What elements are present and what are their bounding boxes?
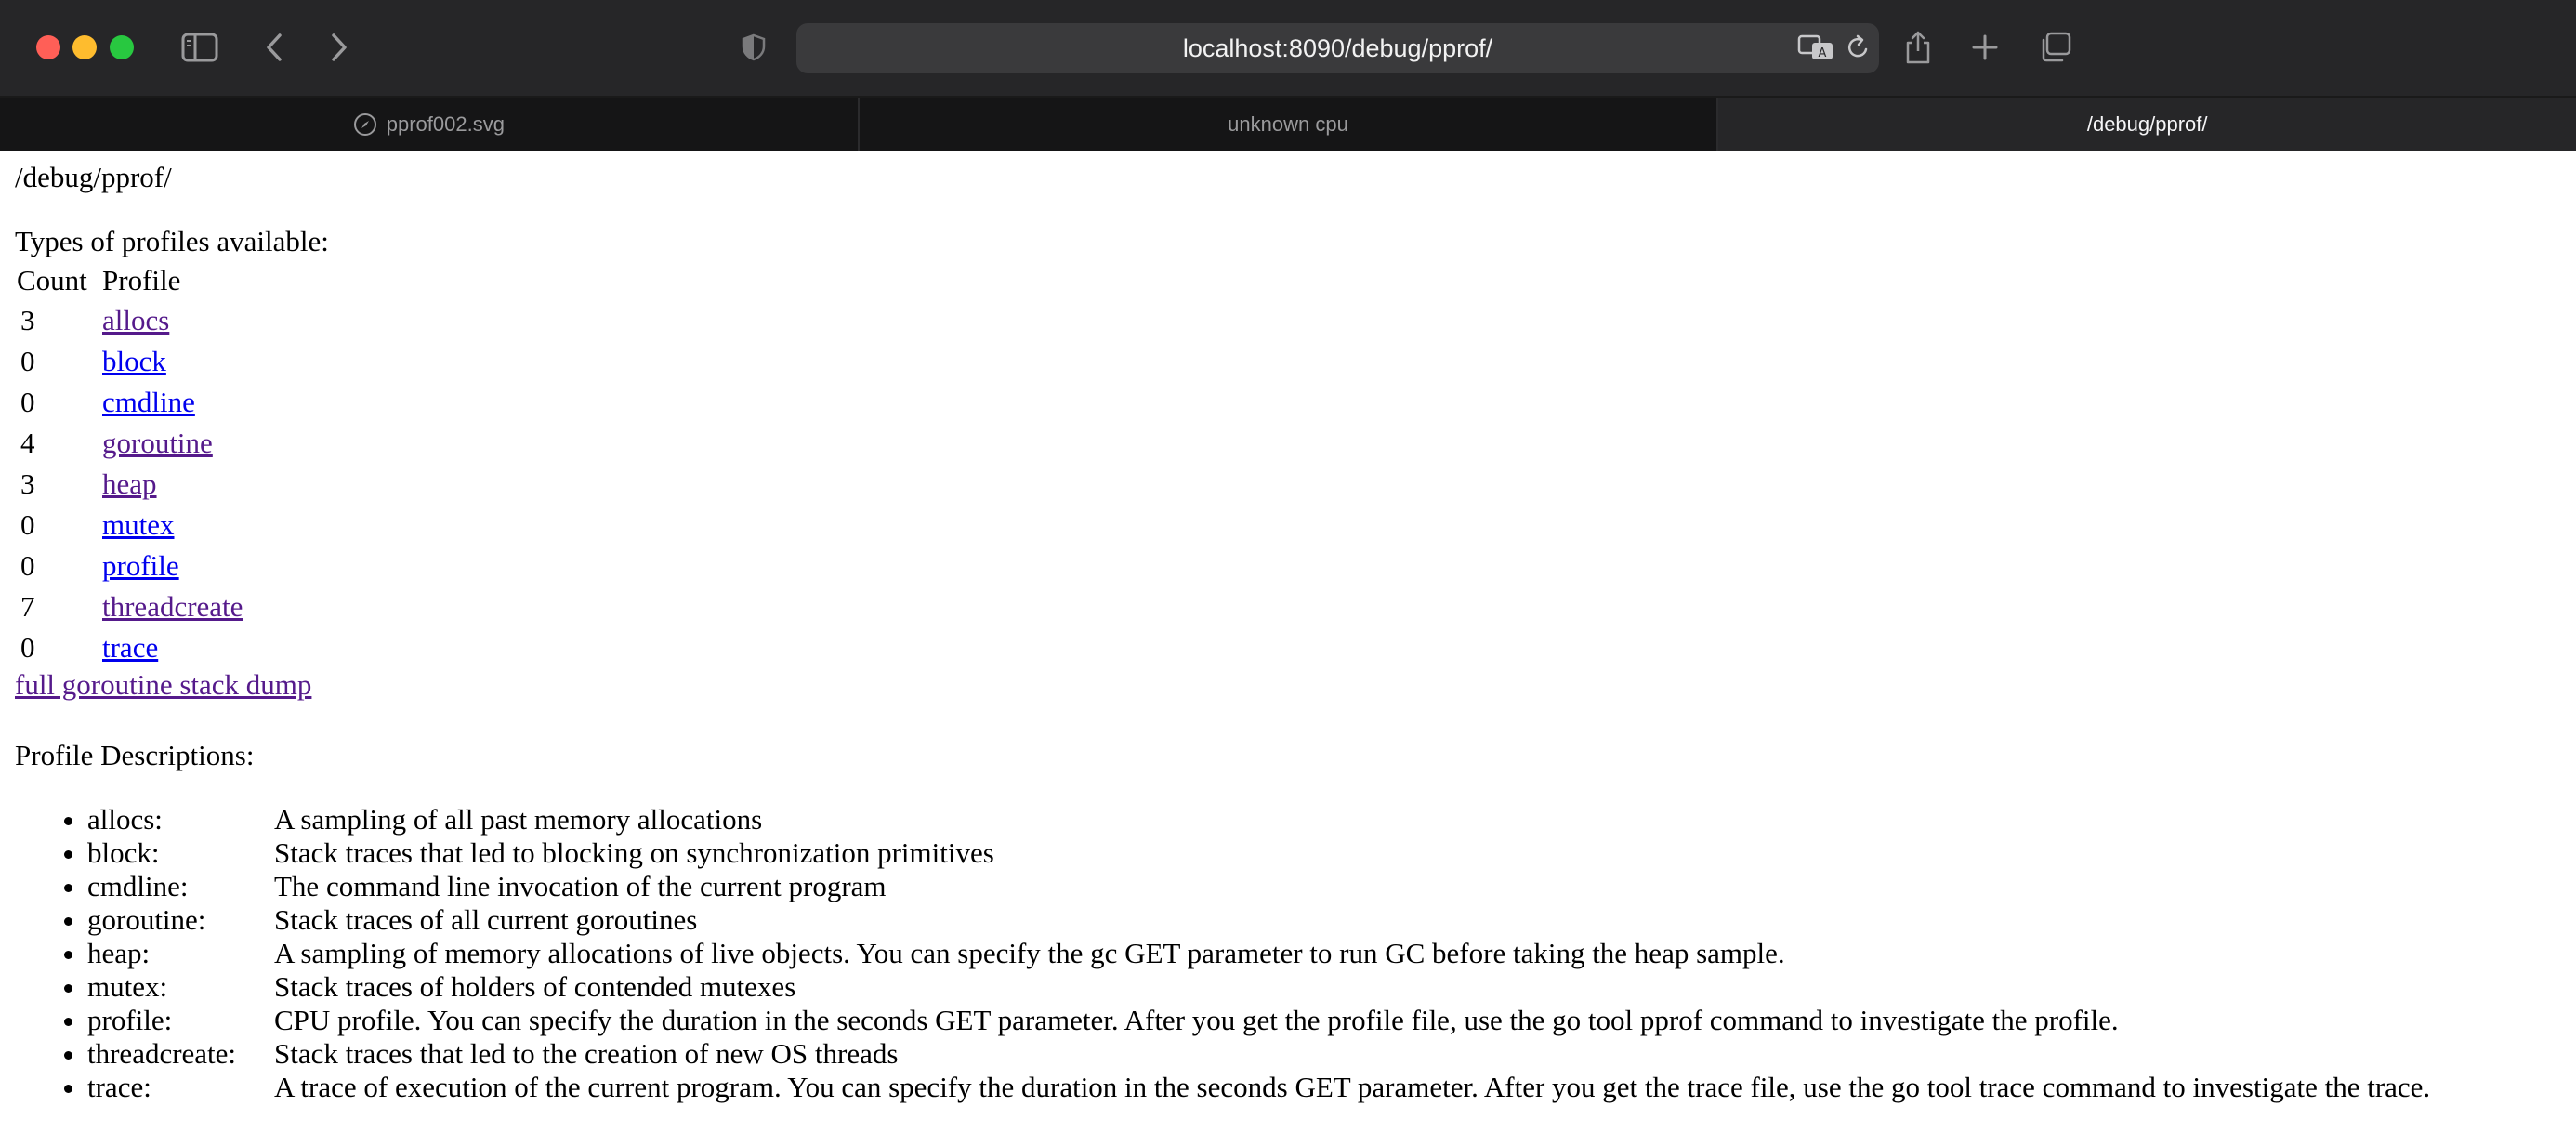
zoom-window-button[interactable] xyxy=(110,35,134,59)
list-item xyxy=(87,836,2561,870)
address-bar[interactable] xyxy=(796,23,1879,73)
tab-debug-pprof[interactable] xyxy=(1718,98,2576,151)
profile-link-goroutine[interactable]: goroutine xyxy=(102,427,213,460)
description-text: Stack traces that led to blocking on synchronization primitives xyxy=(274,836,994,869)
share-icon[interactable] xyxy=(1903,24,1933,71)
table-row xyxy=(15,300,244,341)
description-name: trace: xyxy=(87,1070,151,1103)
profile-count: 0 xyxy=(20,549,35,583)
sidebar-icon[interactable] xyxy=(180,24,219,71)
profile-link-cmdline[interactable]: cmdline xyxy=(102,386,195,419)
list-item xyxy=(87,970,2561,1004)
back-arrow-icon[interactable] xyxy=(260,24,288,71)
profile-count: 0 xyxy=(20,631,35,665)
table-row xyxy=(15,423,244,464)
table-row xyxy=(15,627,244,668)
list-item xyxy=(87,803,2561,836)
description-text: A trace of execution of the current program. You can specify the duration in the seconds GET parameter. After you get the trace file, use the go tool trace command to investigate the trace. xyxy=(274,1070,2431,1103)
url-text: localhost:8090/debug/pprof/ xyxy=(1182,33,1493,62)
list-item xyxy=(87,870,2561,903)
profile-link-trace[interactable]: trace xyxy=(102,631,159,665)
tab-bar xyxy=(0,98,2576,151)
new-tab-plus-icon[interactable] xyxy=(1970,24,2000,71)
descriptions-list xyxy=(15,803,2561,1104)
description-name: goroutine: xyxy=(87,902,206,936)
description-text: Stack traces that led to the creation of new OS threads xyxy=(274,1036,899,1070)
profile-count: 0 xyxy=(20,345,35,378)
minimize-window-button[interactable] xyxy=(72,35,97,59)
tab-pprof002-svg[interactable] xyxy=(0,98,860,151)
page-title: /debug/pprof/ xyxy=(15,161,172,193)
profile-count: 7 xyxy=(20,590,35,624)
full-goroutine-dump-link[interactable]: full goroutine stack dump xyxy=(15,668,312,702)
description-text: Stack traces of holders of contended mutexes xyxy=(274,969,796,1003)
table-row xyxy=(15,464,244,505)
profiles-table xyxy=(11,261,248,668)
description-name: mutex: xyxy=(87,969,168,1003)
table-row xyxy=(15,546,244,586)
profile-link-mutex[interactable]: mutex xyxy=(102,508,175,542)
page-content xyxy=(0,151,2576,1104)
reload-icon[interactable] xyxy=(1846,24,1872,71)
list-item xyxy=(87,937,2561,970)
types-heading: Types of profiles available: xyxy=(15,224,329,257)
tab-overview-icon[interactable] xyxy=(2037,24,2072,71)
profile-link-block[interactable]: block xyxy=(102,345,166,378)
svg-text:A: A xyxy=(1818,46,1827,60)
table-row xyxy=(15,382,244,423)
description-text: Stack traces of all current goroutines xyxy=(274,902,698,936)
list-item xyxy=(87,1037,2561,1071)
profile-link-allocs[interactable]: allocs xyxy=(102,304,170,337)
profile-count: 4 xyxy=(20,427,35,460)
list-item xyxy=(87,1071,2561,1104)
table-row xyxy=(15,505,244,546)
compass-icon xyxy=(353,112,377,137)
translate-icon[interactable] xyxy=(1797,24,1834,71)
table-header-row xyxy=(15,261,244,300)
description-name: block: xyxy=(87,836,160,869)
close-window-button[interactable] xyxy=(36,35,60,59)
profile-link-threadcreate[interactable]: threadcreate xyxy=(102,590,243,624)
description-text: A sampling of memory allocations of live objects. You can specify the gc GET parameter to run GC before taking the heap sample. xyxy=(274,936,1785,969)
browser-toolbar xyxy=(0,0,2576,98)
tab-unknown-cpu[interactable] xyxy=(860,98,1719,151)
profile-link-heap[interactable]: heap xyxy=(102,467,157,501)
profile-count: 0 xyxy=(20,386,35,419)
tab-label: pprof002.svg xyxy=(386,112,505,136)
list-item xyxy=(87,1004,2561,1037)
description-text: A sampling of all past memory allocations xyxy=(274,802,763,836)
description-name: allocs: xyxy=(87,802,163,836)
description-name: profile: xyxy=(87,1003,173,1036)
description-text: CPU profile. You can specify the duration in the seconds GET parameter. After you get the profile file, use the go tool pprof command to investigate the profile. xyxy=(274,1003,2119,1036)
forward-arrow-icon[interactable] xyxy=(325,24,353,71)
description-name: heap: xyxy=(87,936,151,969)
profile-count: 3 xyxy=(20,304,35,337)
profile-link-profile[interactable]: profile xyxy=(102,549,179,583)
tab-label: unknown cpu xyxy=(1228,112,1348,136)
profile-count: 0 xyxy=(20,508,35,542)
tab-label: /debug/pprof/ xyxy=(2086,112,2208,136)
profile-header: Profile xyxy=(102,264,181,297)
table-row xyxy=(15,586,244,627)
privacy-shield-icon[interactable] xyxy=(740,24,768,71)
table-row xyxy=(15,341,244,382)
description-text: The command line invocation of the current program xyxy=(274,869,887,902)
list-item xyxy=(87,903,2561,937)
profile-count: 3 xyxy=(20,467,35,501)
count-header: Count xyxy=(17,264,87,297)
descriptions-heading: Profile Descriptions: xyxy=(15,738,255,771)
description-name: threadcreate: xyxy=(87,1036,237,1070)
description-name: cmdline: xyxy=(87,869,189,902)
